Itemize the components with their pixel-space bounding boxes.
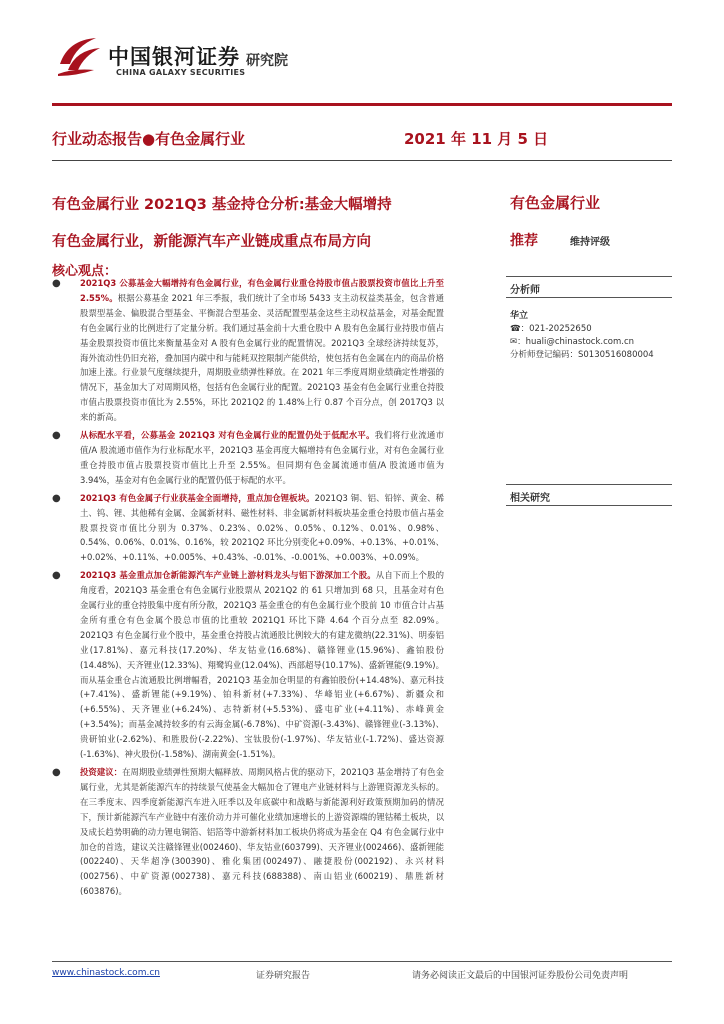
footer-disclaimer: 请务必阅读正文最后的中国银河证券股份公司免责声明 bbox=[412, 971, 629, 981]
analyst-heading: 分析师 bbox=[510, 285, 540, 296]
list-item bbox=[52, 765, 444, 899]
footer-report-label: 证券研究报告 bbox=[256, 971, 311, 981]
analyst-phone-row bbox=[510, 322, 592, 334]
bullet-body: 根据公募基金 2021 年三季报，我们统计了全市场 5433 支主动权益类基金，包含普通股票型基金、偏股混合型基金、平衡混合型基金、灵活配置型基金这些主动权益基金，对基金配置有色金属行业的比例进行了定量分析。我们通过基金前十大重仓股中 A 股有色金属行业持股市值占基金股票投资市值比来衡量基金对 A 股有色金属行业的配置情况。2021Q3 全球经济持续复苏，海外流动性仍旧充裕，叠加国内碳中和与能耗双控限制产能供给，使包括有色金属在内的商品价格加速上涨。行业景气度继续提升，周期股业绩弹性释放。在 2021 年三季度周期业绩确定性增强的情况下，基金加大了对周期风格，包括有色金属行业的配置。2021Q3 基金有色金属行业重仓持股市值占股票投资市值比为 2.55%，环比 2021Q2 的 1.48%上行 0.87 个百分点，创 2017Q3 以来的新高。 bbox=[80, 292, 444, 423]
report-type: 行业动态报告●有色金属行业 bbox=[52, 130, 246, 148]
logo-name-cn: 中国银河证券 bbox=[108, 45, 240, 69]
sidebar-industry: 有色金属行业 bbox=[510, 194, 601, 212]
sidebar-rating: 维持评级 bbox=[570, 237, 610, 248]
report-title-line2: 有色金属行业，新能源汽车产业链成重点布局方向 bbox=[52, 234, 371, 250]
top-divider bbox=[52, 103, 672, 106]
bullet-paragraph bbox=[80, 428, 444, 488]
bullet-body: 在周期股业绩弹性预期大幅释放、周期风格占优的驱动下，2021Q3 基金增持了有色金属行业，尤其是新能源汽车的持续景气使基金大幅加仓了锂电产业链材料与上游锂资源龙头标的。在三季度末、四季度新能源汽车进入旺季以及年底碳中和战略与新能源利好政策预期加码的情况下，预计新能源汽车产业链中有涨价动力并可催化业绩加速增长的上游资源端的锂钴稀土板块，以及成长趋势明确的动力锂电铜箔、铝箔等中游新材料加工板块仍将成为基金在 Q4 有色金属行业中加仓的首选，建议关注赣锋锂业(002460)、华友钴业(603799)、天齐锂业(002466)、盛新锂能(002240)、天华超净(300390)、雅化集团(002497)、融捷股份(002192)、永兴材料(002756)、中矿资源(002738)、嘉元科技(688388)、南山铝业(600219)、鼎胜新材(603876)。 bbox=[80, 767, 445, 897]
related-top-divider bbox=[506, 484, 672, 485]
list-item bbox=[52, 428, 444, 488]
company-logo-icon bbox=[54, 34, 104, 78]
bullet-paragraph bbox=[80, 491, 444, 566]
bullet-icon: ● bbox=[52, 430, 61, 442]
bullet-lead: 从标配水平看，公募基金 2021Q3 对有色金属行业的配置仍处于低配水平。 bbox=[80, 430, 375, 441]
footer-website-link[interactable]: www.chinastock.com.cn bbox=[52, 968, 160, 978]
core-views-list bbox=[52, 276, 444, 902]
analyst-email[interactable]: huali@chinastock.com.cn bbox=[525, 337, 635, 347]
logo-name-en: CHINA GALAXY SECURITIES bbox=[116, 68, 246, 77]
analyst-email-row bbox=[510, 335, 634, 347]
related-research-heading: 相关研究 bbox=[510, 493, 550, 504]
analyst-name: 华立 bbox=[510, 311, 529, 321]
bullet-paragraph bbox=[80, 568, 444, 762]
analyst-bottom-divider bbox=[506, 297, 672, 298]
bullet-icon: ● bbox=[52, 492, 61, 504]
list-item bbox=[52, 568, 444, 762]
bullet-lead: 2021Q3 公募基金大幅增持有色金属行业，有色金属行业重仓持股市值占股票投资市值比上升至 2.55%。 bbox=[80, 278, 444, 303]
sidebar-recommendation: 推荐 bbox=[510, 233, 538, 249]
footer-divider bbox=[52, 961, 672, 962]
bullet-paragraph bbox=[80, 276, 444, 425]
analyst-cert: 分析师登记编码：S0130516080004 bbox=[510, 350, 654, 360]
report-title-line1: 有色金属行业 2021Q3 基金持仓分析:基金大幅增持 bbox=[52, 197, 392, 213]
bullet-lead: 2021Q3 基金重点加仓新能源汽车产业链上游材料龙头与铝下游深加工个股。 bbox=[80, 570, 376, 581]
email-icon: ✉： bbox=[510, 337, 526, 347]
bullet-paragraph bbox=[80, 765, 444, 899]
bullet-body: 我们将行业流通市值/A 股流通市值作为行业标配水平，2021Q3 基金再度大幅增持有色金属行业，对有色金属行业重仓持股市值占股票投资市值比上升至 2.55%。但同期有色金属流通市值/A 股流通市值为 3.94%，基金对有色金属行业的配置仍低于标配的水平。 bbox=[80, 430, 444, 485]
bullet-lead: 2021Q3 有色金属子行业获基金全面增持，重点加仓锂板块。 bbox=[80, 492, 315, 503]
logo-institute: 研究院 bbox=[246, 53, 288, 69]
bullet-icon: ● bbox=[52, 278, 61, 289]
core-views-heading: 核心观点： bbox=[52, 264, 118, 279]
list-item bbox=[52, 491, 444, 566]
bullet-body: 2021Q3 铜、铝、铅锌、黄金、稀土、钨、锂、其他稀有金属、金属新材料、磁性材料、非金属新材料板块基金重仓持股市值占基金股票投资市值比分别为 0.37%、0.23%、0.02%、0.05%、0.12%、0.01%、0.98%、0.54%、0.06%、0.01%、0.16%，较 2021Q2 环比分别变化+0.09%、+0.13%、+0.01%、+0.02%、+0.11%、+0.005%、+0.43%、-0.01%、-0.001%、+0.003%、+0.09%。 bbox=[80, 492, 444, 563]
header-divider bbox=[52, 160, 672, 161]
list-item bbox=[52, 276, 444, 425]
phone-icon: ☎： bbox=[510, 324, 530, 334]
bullet-icon: ● bbox=[52, 570, 61, 582]
analyst-phone: 021-20252650 bbox=[529, 324, 592, 334]
related-bottom-divider bbox=[506, 505, 672, 506]
bullet-body: 从自下而上个股的角度看，2021Q3 基金重仓有色金属行业股票从 2021Q2 的 61 只增加到 68 只，且基金对有色金属行业的重仓持股集中度有所分散，2021Q3 基金重仓的有色金属行业个股前 10 市值合计占基金所有重仓有色金属个股总市值的比重较 2021Q1 环比下降 4.64 个百分点至 82.09%。2021Q3 有色金属行业个股中，基金重仓持股占流通股比例较大的有建龙微纳(22.31%)、明泰铝业(17.81%)、嘉元科技(17.20%)、华友钴业(16.68%)、赣锋锂业(15.96%)、鑫铂股份(14.48%)、天齐锂业(12.33%)、翔鹭钨业(12.04%)、西部超导(10.17%)、盛新锂能(9.19%)。而从基金重仓占流通股比例增幅看，2021Q3 基金加仓明显的有鑫铂股份(+14.48%)、嘉元科技(+7.41%)、盛新锂能(+9.19%)、铂科新材(+7.33%)、华峰铝业(+6.67%)、新疆众和(+6.55%)、天齐锂业(+6.24%)、志特新材(+5.53%)、盛屯矿业(+4.11%)、赤峰黄金(+3.54%)；而基金减持较多的有云海金属(-6.78%)、中矿资源(-3.43%)、赣锋锂业(-3.13%)、贵研铂业(-2.62%)、和胜股份(-2.22%)、宝钛股份(-1.97%)、华友钴业(-1.72%)、盛达资源(-1.63%)、神火股份(-1.58%)、湖南黄金(-1.51%)。 bbox=[80, 570, 445, 760]
bullet-lead: 投资建议： bbox=[80, 767, 123, 777]
analyst-top-divider bbox=[506, 276, 672, 277]
report-date: 2021 年 11 月 5 日 bbox=[404, 130, 549, 148]
bullet-icon: ● bbox=[52, 767, 61, 778]
